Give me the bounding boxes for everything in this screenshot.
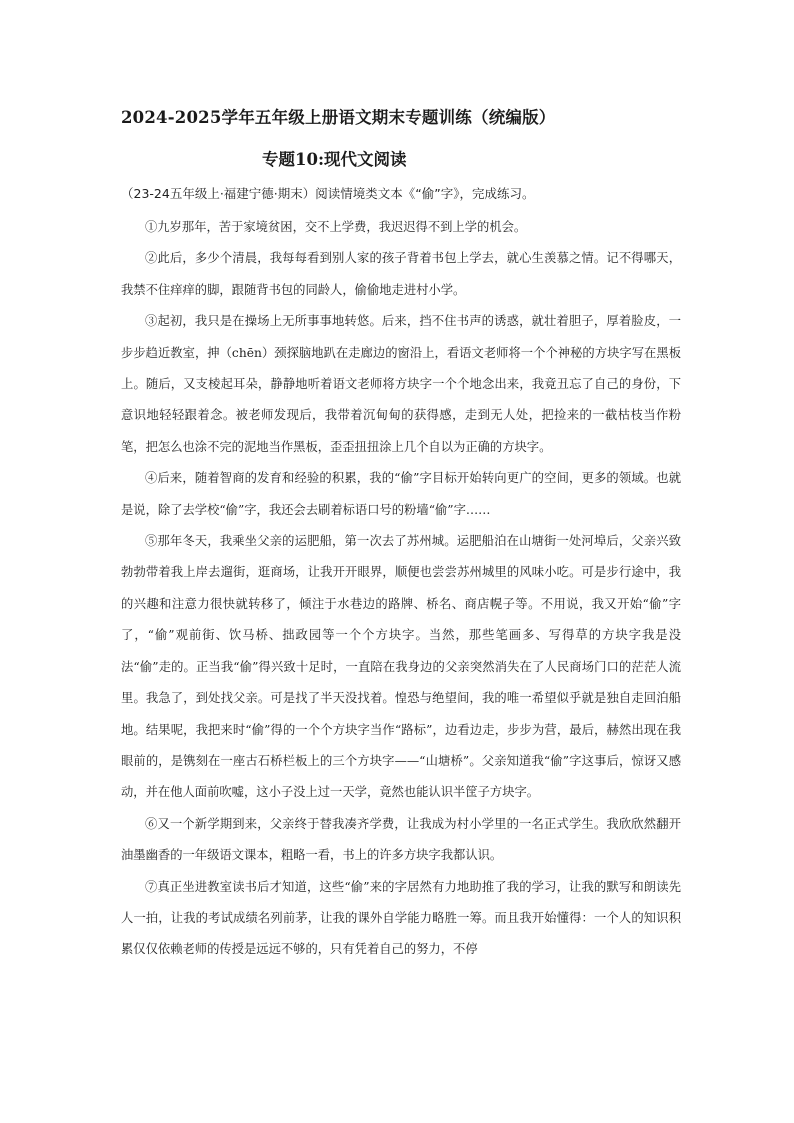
paragraph-2: ②此后，多少个清晨，我每每看到别人家的孩子背着书包上学去，就心生羡慕之情。记不得哪天，我禁不住痒痒的脚，跟随背书包的同龄人，偷偷地走进村小学。 — [121, 251, 681, 297]
paragraph-1: ①九岁那年，苦于家境贫困，交不上学费，我迟迟得不到上学的机会。 — [145, 220, 527, 234]
paragraph-7: ⑦真正坐进教室读书后才知道，这些“偷”来的字居然有力地助推了我的学习，让我的默写和朗读先人一拍，让我的考试成绩名列前茅，让我的课外自学能力略胜一筹。而且我开始懂得：一个人的知识积累仅仅依赖老师的传授是远远不够的，只有凭着自己的努力，不停 — [121, 879, 681, 957]
article-body — [121, 212, 681, 966]
paragraph-3: ③起初，我只是在操场上无所事事地转悠。后来，挡不住书声的诱惑，就壮着胆子，厚着脸皮，一步步趋近教室，抻（chēn）颈探脑地趴在走廊边的窗沿上，看语文老师将一个个神秘的方块字写在黑板上。随后，又支棱起耳朵，静静地听着语文老师将方块字一个个地念出来，我竟丑忘了自己的身份，下意识地轻轻跟着念。被老师发现后，我带着沉甸甸的获得感，走到无人处，把捡来的一截枯枝当作粉笔，把怎么也涂不完的泥地当作黑板，歪歪扭扭涂上几个自以为正确的方块字。 — [121, 314, 681, 454]
paragraph-4: ④后来，随着智商的发育和经验的积累，我的“偷”字目标开始转向更广的空间，更多的领域。也就是说，除了去学校“偷”字，我还会去刷着标语口号的粉墙“偷”字…… — [121, 471, 681, 517]
paragraph-6: ⑥又一个新学期到来，父亲终于替我凑齐学费，让我成为村小学里的一名正式学生。我欣欣然翻开油墨幽香的一年级语文课本，粗略一看，书上的许多方块字我都认识。 — [121, 816, 681, 863]
document-title: 2024-2025学年五年级上册语文期末专题训练（统编版） — [121, 108, 556, 127]
reading-instruction: （23-24五年级上·福建宁德·期末）阅读情境类文本《“偷”字》，完成练习。 — [121, 186, 535, 201]
document-subtitle: 专题10:现代文阅读 — [262, 150, 407, 169]
paragraph-5: ⑤那年冬天，我乘坐父亲的运肥船，第一次去了苏州城。运肥船泊在山塘街一处河埠后，父亲兴致勃勃带着我上岸去遛街，逛商场，让我开开眼界，顺便也尝尝苏州城里的风味小吃。可是步行途中，我的兴趣和注意力很快就转移了，倾注于水巷边的路牌、桥名、商店幌子等。不用说，我又开始“偷”字了，“偷”观前街、饮马桥、拙政园等一个个方块字。当然，那些笔画多、写得草的方块字我是没法“偷”走的。正当我“偷”得兴致十足时，一直陪在我身边的父亲突然消失在了人民商场门口的茫茫人流里。我急了，到处找父亲。可是找了半天没找着。惶恐与绝望间，我的唯一希望似乎就是独自走回泊船地。结果呢，我把来时“偷”得的一个个方块字当作“路标”，边看边走，步步为营，最后，赫然出现在我眼前的，是镌刻在一座古石桥栏板上的三个方块字——“山塘桥”。父亲知道我“偷”字这事后，惊讶又感动，并在他人面前吹嘘，这小子没上过一天学，竟然也能认识半筐子方块字。 — [121, 534, 681, 800]
